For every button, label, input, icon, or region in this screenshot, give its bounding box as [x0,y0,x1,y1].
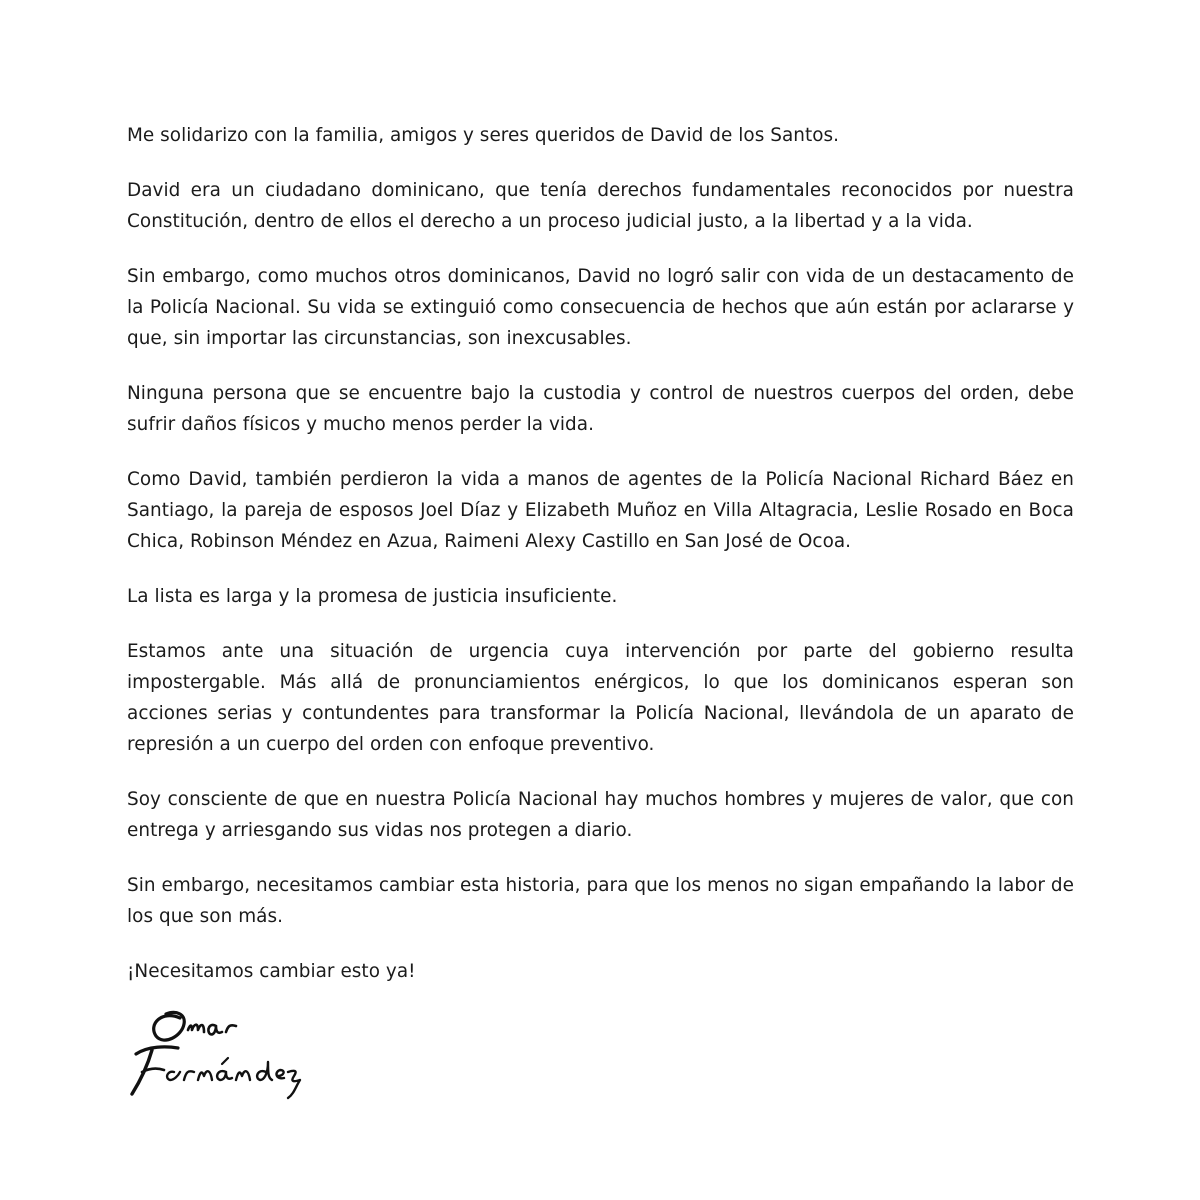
paragraph-custody: Ninguna persona que se encuentre bajo la custodia y control de nuestros cuerpos del orden, debe sufrir daños físicos y mucho menos perder la vida. [127,383,1074,435]
paragraph-change: Sin embargo, necesitamos cambiar esta historia, para que los menos no sigan empañando la labor de los que son más. [127,875,1074,927]
paragraph-victims: Como David, también perdieron la vida a manos de agentes de la Policía Nacional Richard Báez en Santiago, la pareja de esposos Joel Díaz y Elizabeth Muñoz en Villa Altagracia, Leslie Rosado en Boca Chica, Robinson Méndez en Azua, Raimeni Alexy Castillo en San José de Ocoa. [127,469,1074,552]
paragraph-urgency: Estamos ante una situación de urgencia cuya intervención por parte del gobierno resulta impostergable. Más allá de pronunciamientos enérgicos, lo que los dominicanos esperan son acciones serias y contundentes para transformar la Policía Nacional, llevándola de un aparato de represión a un cuerpo del orden con enfoque preventivo. [127,641,1074,755]
paragraph-valor: Soy consciente de que en nuestra Policía Nacional hay muchos hombres y mujeres de valor, que con entrega y arriesgando sus vidas nos protegen a diario. [127,789,1074,841]
closing-line: ¡Necesitamos cambiar esto ya! [127,961,416,982]
signature-image [118,1002,318,1102]
letter-body [127,120,1074,987]
paragraph-list: La lista es larga y la promesa de justicia insuficiente. [127,586,618,607]
paragraph-death: Sin embargo, como muchos otros dominicanos, David no logró salir con vida de un destacamento de la Policía Nacional. Su vida se extinguió como consecuencia de hechos que aún están por aclararse y que, sin importar las circunstancias, son inexcusables. [127,266,1074,349]
paragraph-rights: David era un ciudadano dominicano, que tenía derechos fundamentales reconocidos por nuestra Constitución, dentro de ellos el derecho a un proceso judicial justo, a la libertad y a la vida. [127,180,1074,232]
paragraph-solidarity: Me solidarizo con la familia, amigos y seres queridos de David de los Santos. [127,125,840,146]
